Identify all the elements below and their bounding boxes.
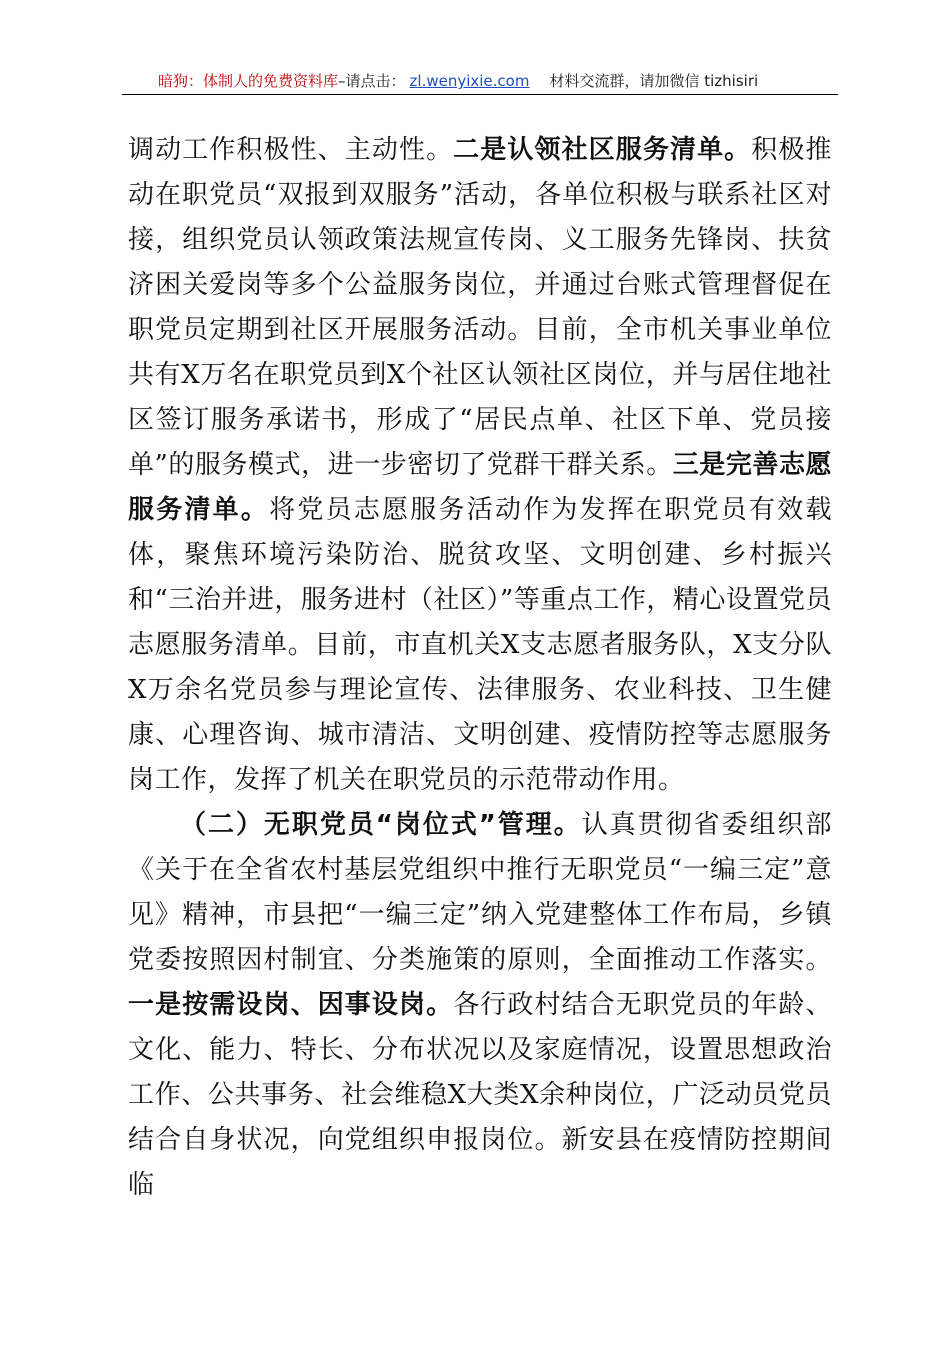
section-heading: （二）无职党员“岗位式”管理。 <box>180 810 582 840</box>
paragraph-1-segment-3: 积极推动在职党员“双报到双服务”活动，各单位积极与联系社区对接，组织党员认领政策法规宣传岗、义工服务先锋岗、扶贫济困关爱岗等多个公益服务岗位，并通过台账式管理督促在职党员定期到社区开展服务活动。目前，全市机关事业单位共有X万名在职党员到X个社区认领社区岗位，并与居住地社区签订服务承诺书，形成了“居民点单、社区下单、党员接单”的服务模式，进一步密切了党群干群关系。 <box>128 135 832 480</box>
header-line <box>158 70 758 91</box>
header-link[interactable]: zl.wenyixie.com <box>409 72 530 90</box>
document-body <box>128 128 832 1208</box>
paragraph-1-heading-3: 三是完善志愿服务清单。 <box>128 450 832 525</box>
paragraph-2 <box>128 803 832 1208</box>
header-prompt: –请点击： <box>338 72 406 90</box>
header-brand: 暗狗：体制人的免费资料库 <box>158 72 339 90</box>
paragraph-2-segment-2: 认真贯彻省委组织部《关于在全省农村基层党组织中推行无职党员“一编三定”意见》精神，市县把“一编三定”纳入党建整体工作布局，乡镇党委按照因村制宜、分类施策的原则，全面推动工作落实。 <box>128 810 832 975</box>
page-header <box>122 64 838 95</box>
paragraph-1-segment-5: 将党员志愿服务活动作为发挥在职党员有效载体，聚焦环境污染防治、脱贫攻坚、文明创建、乡村振兴和“三治并进，服务进村（社区）”等重点工作，精心设置党员志愿服务清单。目前，市直机关X支志愿者服务队，X支分队X万余名党员参与理论宣传、法律服务、农业科技、卫生健康、心理咨询、城市清洁、文明创建、疫情防控等志愿服务岗工作，发挥了机关在职党员的示范带动作用。 <box>128 495 832 795</box>
paragraph-1-segment-1: 调动工作积极性、主动性。 <box>128 135 454 165</box>
paragraph-2-heading-1: 一是按需设岗、因事设岗。 <box>128 990 454 1020</box>
paragraph-2-segment-4: 各行政村结合无职党员的年龄、文化、能力、特长、分布状况以及家庭情况，设置思想政治工作、公共事务、社会维稳X大类X余种岗位，广泛动员党员结合自身状况，向党组织申报岗位。新安县在疫情防控期间临 <box>128 990 832 1200</box>
paragraph-1-heading-2: 二是认领社区服务清单。 <box>453 135 752 165</box>
paragraph-1 <box>128 128 832 803</box>
header-wechat: 材料交流群，请加微信 tizhisiri <box>549 72 759 90</box>
